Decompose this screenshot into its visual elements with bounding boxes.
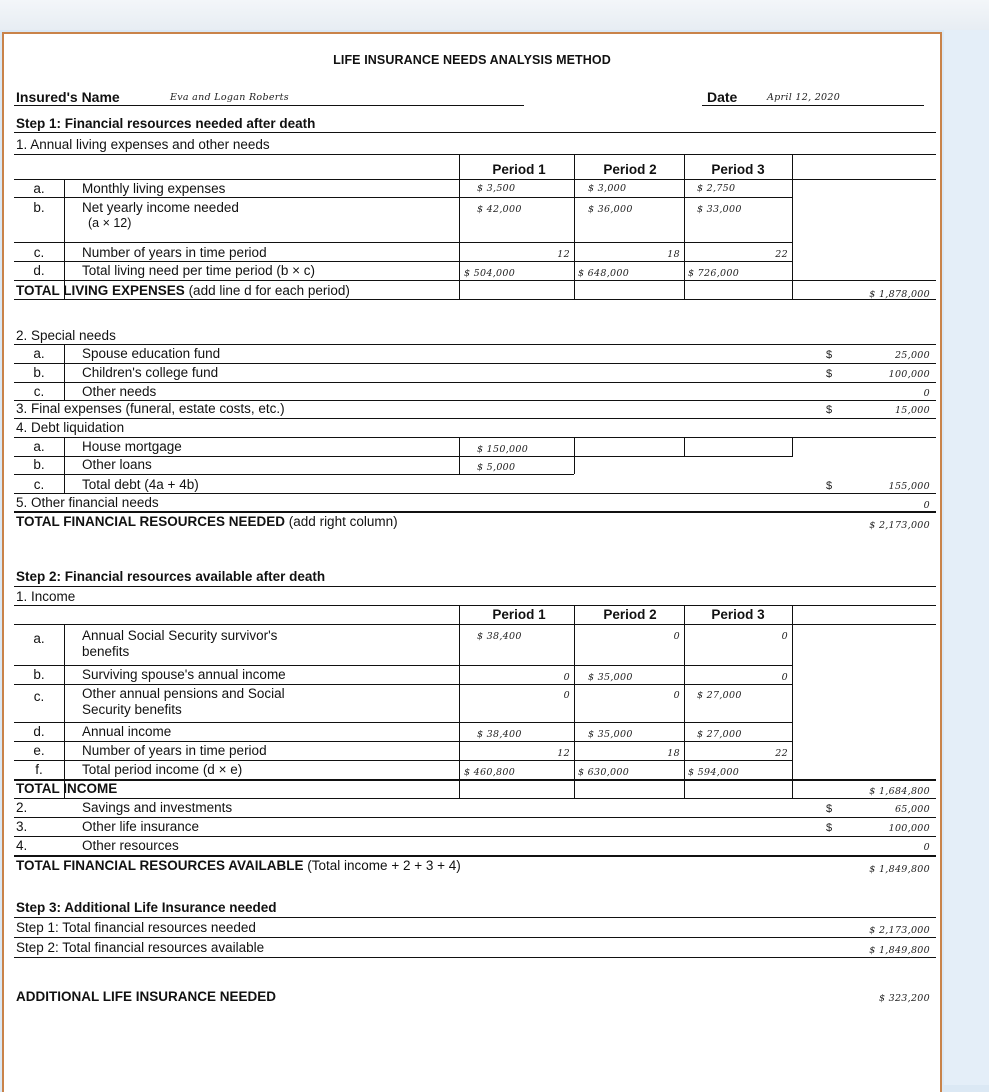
cell-value: $ 38,400 <box>477 729 522 740</box>
rule <box>14 917 936 918</box>
step2-heading: Step 2: Financial resources available after death <box>16 569 326 584</box>
cell-value: 0 <box>781 631 788 642</box>
income-heading: 1. Income <box>16 589 76 604</box>
cell-value: $ 726,000 <box>688 268 740 279</box>
row-label: Number of years in time period <box>82 743 267 758</box>
rule <box>14 779 936 781</box>
currency: $ <box>826 349 833 361</box>
row-label: Savings and investments <box>82 800 233 815</box>
grid-line <box>684 605 685 798</box>
total-available-value: $ 1,849,800 <box>869 864 930 875</box>
date-label: Date <box>707 89 738 105</box>
cell-value: $ 648,000 <box>578 268 630 279</box>
cell-value: $ 3,500 <box>477 183 516 194</box>
amount-value: 0 <box>923 842 930 853</box>
row-label: Annual income <box>82 724 172 739</box>
row-label-line2: (a × 12) <box>88 216 132 230</box>
amount <box>826 840 930 855</box>
currency: $ <box>826 368 833 380</box>
row-label: Annual Social Security survivor's <box>82 628 278 643</box>
final-expenses-label: 3. Final expenses (funeral, estate costs, etc.) <box>16 401 285 416</box>
step1-heading: Step 1: Financial resources needed after death <box>16 116 316 131</box>
cell-value: 0 <box>673 631 680 642</box>
grid-line <box>574 154 575 299</box>
row-label: Other life insurance <box>82 819 200 834</box>
cell-value: $ 2,750 <box>697 183 736 194</box>
cell-value: $ 5,000 <box>477 462 516 473</box>
total-living-note: (add line d for each period) <box>188 283 350 298</box>
row-label: Other needs <box>82 384 157 399</box>
amount-value: 25,000 <box>894 350 930 361</box>
row-letter: a. <box>33 181 45 196</box>
cell-value: 0 <box>563 690 570 701</box>
row-label: Total living need per time period (b × c) <box>82 263 315 278</box>
amount <box>826 367 930 382</box>
additional-insurance-value: $ 323,200 <box>878 993 930 1004</box>
total-living-row <box>16 282 350 299</box>
grid-line <box>792 605 793 798</box>
total-income-label: TOTAL INCOME <box>16 781 118 796</box>
total-needed-label: TOTAL FINANCIAL RESOURCES NEEDED <box>16 514 286 529</box>
cell-value: $ 3,000 <box>588 183 627 194</box>
row-letter: a. <box>33 439 45 454</box>
special-needs-heading: 2. Special needs <box>16 328 116 343</box>
period-header: Period 2 <box>603 607 657 622</box>
other-needs-value: 0 <box>923 500 930 511</box>
rule <box>14 105 524 106</box>
row-number: 3. <box>16 819 28 834</box>
row-label: Other resources <box>82 838 179 853</box>
total-available-note: (Total income + 2 + 3 + 4) <box>307 858 461 873</box>
amount-value: 15,000 <box>894 405 930 416</box>
currency: $ <box>826 480 833 492</box>
row-label: Children's college fund <box>82 365 219 380</box>
row-letter: a. <box>33 631 45 646</box>
grid-line <box>64 344 65 401</box>
rule <box>14 132 936 133</box>
cell-value: 18 <box>667 249 680 260</box>
total-available-row <box>16 857 461 874</box>
cell-value: $ 33,000 <box>697 204 742 215</box>
grid-line <box>792 437 793 457</box>
cell-value: $ 504,000 <box>464 268 516 279</box>
total-needed-row <box>16 513 398 530</box>
row-label: Other loans <box>82 457 152 472</box>
row-number: 2. <box>16 800 28 815</box>
row-letter: d. <box>33 263 45 278</box>
rule <box>14 280 936 281</box>
cell-value: $ 150,000 <box>477 444 529 455</box>
row-letter: e. <box>33 743 45 758</box>
worksheet <box>2 32 942 1092</box>
row-label: Monthly living expenses <box>82 181 226 196</box>
cell-value: $ 630,000 <box>578 767 630 778</box>
row-number: 4. <box>16 838 28 853</box>
row-letter: c. <box>33 689 45 704</box>
rule <box>14 586 936 587</box>
row-label: Total debt (4a + 4b) <box>82 477 199 492</box>
row-label-line2: benefits <box>82 644 130 659</box>
row-label: Net yearly income needed <box>82 200 239 215</box>
rule <box>14 624 936 625</box>
cell-value: 12 <box>557 748 570 759</box>
cell-value: 0 <box>563 672 570 683</box>
grid-line <box>684 437 685 457</box>
amount <box>826 479 930 494</box>
row-letter: c. <box>33 245 45 260</box>
rule <box>14 937 936 938</box>
cell-value: $ 35,000 <box>588 672 633 683</box>
amount <box>826 348 930 363</box>
rule <box>14 418 936 419</box>
row-letter: b. <box>33 365 45 380</box>
row-label-line2: Security benefits <box>82 702 182 717</box>
total-needed-value: $ 2,173,000 <box>869 520 930 531</box>
cell-value: $ 38,400 <box>477 631 522 642</box>
insured-name-label: Insured's Name <box>16 89 120 105</box>
row-letter: b. <box>33 667 45 682</box>
window-top-bar <box>0 0 989 30</box>
amount-value: 0 <box>923 388 930 399</box>
cell-value: 18 <box>667 748 680 759</box>
currency: $ <box>826 803 833 815</box>
amount-value: 65,000 <box>894 804 930 815</box>
cell-value: $ 36,000 <box>588 204 633 215</box>
row-label: Other annual pensions and Social <box>82 686 285 701</box>
total-living-label: TOTAL LIVING EXPENSES <box>16 283 185 298</box>
cell-value: $ 460,800 <box>464 767 516 778</box>
step3-heading: Step 3: Additional Life Insurance needed <box>16 900 277 915</box>
amount-value: 155,000 <box>888 481 930 492</box>
cell-value: 22 <box>775 249 788 260</box>
grid-line <box>792 154 793 299</box>
row-letter: c. <box>33 384 45 399</box>
rule <box>14 299 936 300</box>
rule <box>14 197 792 198</box>
rule <box>14 474 574 475</box>
row-label: House mortgage <box>82 439 182 454</box>
insured-name-value: Eva and Logan Roberts <box>170 92 289 103</box>
cell-value: $ 27,000 <box>697 690 742 701</box>
form-title: LIFE INSURANCE NEEDS ANALYSIS METHOD <box>333 53 611 67</box>
grid-line <box>64 437 65 493</box>
step3-line-needed: Step 1: Total financial resources needed <box>16 920 256 935</box>
period-header: Period 1 <box>492 607 546 622</box>
row-letter: f. <box>35 762 43 777</box>
amount <box>826 802 930 817</box>
row-letter: b. <box>33 457 45 472</box>
period-header: Period 1 <box>492 162 546 177</box>
date-value: April 12, 2020 <box>767 92 841 103</box>
cell-value: 12 <box>557 249 570 260</box>
right-side-pane <box>944 30 989 1085</box>
step3-needed-value: $ 2,173,000 <box>869 925 930 936</box>
rule <box>14 957 936 958</box>
row-letter: c. <box>33 477 45 492</box>
grid-line <box>64 624 65 798</box>
step1-section-1: 1. Annual living expenses and other needs <box>16 137 270 152</box>
currency: $ <box>826 822 833 834</box>
cell-value: 0 <box>781 672 788 683</box>
rule <box>14 242 792 243</box>
cell-value: $ 42,000 <box>477 204 522 215</box>
currency: $ <box>826 404 833 416</box>
step3-line-available: Step 2: Total financial resources available <box>16 940 265 955</box>
total-income-value: $ 1,684,800 <box>869 786 930 797</box>
additional-insurance-label: ADDITIONAL LIFE INSURANCE NEEDED <box>16 989 277 1004</box>
cell-value: 0 <box>673 690 680 701</box>
period-header: Period 3 <box>711 607 765 622</box>
amount-value: 100,000 <box>888 369 930 380</box>
row-letter: d. <box>33 724 45 739</box>
row-label: Total period income (d × e) <box>82 762 243 777</box>
cell-value: 22 <box>775 748 788 759</box>
cell-value: $ 594,000 <box>688 767 740 778</box>
total-living-value: $ 1,878,000 <box>869 289 930 300</box>
amount-value: 100,000 <box>888 823 930 834</box>
amount <box>826 403 930 418</box>
other-needs-label: 5. Other financial needs <box>16 495 159 510</box>
row-label: Spouse education fund <box>82 346 221 361</box>
row-label: Number of years in time period <box>82 245 267 260</box>
total-needed-note: (add right column) <box>288 514 398 529</box>
row-letter: b. <box>33 200 45 215</box>
grid-line <box>574 605 575 798</box>
grid-line <box>459 605 460 798</box>
amount <box>826 386 930 401</box>
row-label: Surviving spouse's annual income <box>82 667 286 682</box>
cell-value: $ 27,000 <box>697 729 742 740</box>
total-available-label: TOTAL FINANCIAL RESOURCES AVAILABLE <box>16 858 304 873</box>
period-header: Period 3 <box>711 162 765 177</box>
rule <box>14 154 936 155</box>
row-letter: a. <box>33 346 45 361</box>
grid-line <box>684 154 685 299</box>
cell-value: $ 35,000 <box>588 729 633 740</box>
debt-heading: 4. Debt liquidation <box>16 420 125 435</box>
period-header: Period 2 <box>603 162 657 177</box>
grid-line <box>459 154 460 299</box>
step3-available-value: $ 1,849,800 <box>869 945 930 956</box>
amount <box>826 821 930 836</box>
rule <box>702 105 924 106</box>
